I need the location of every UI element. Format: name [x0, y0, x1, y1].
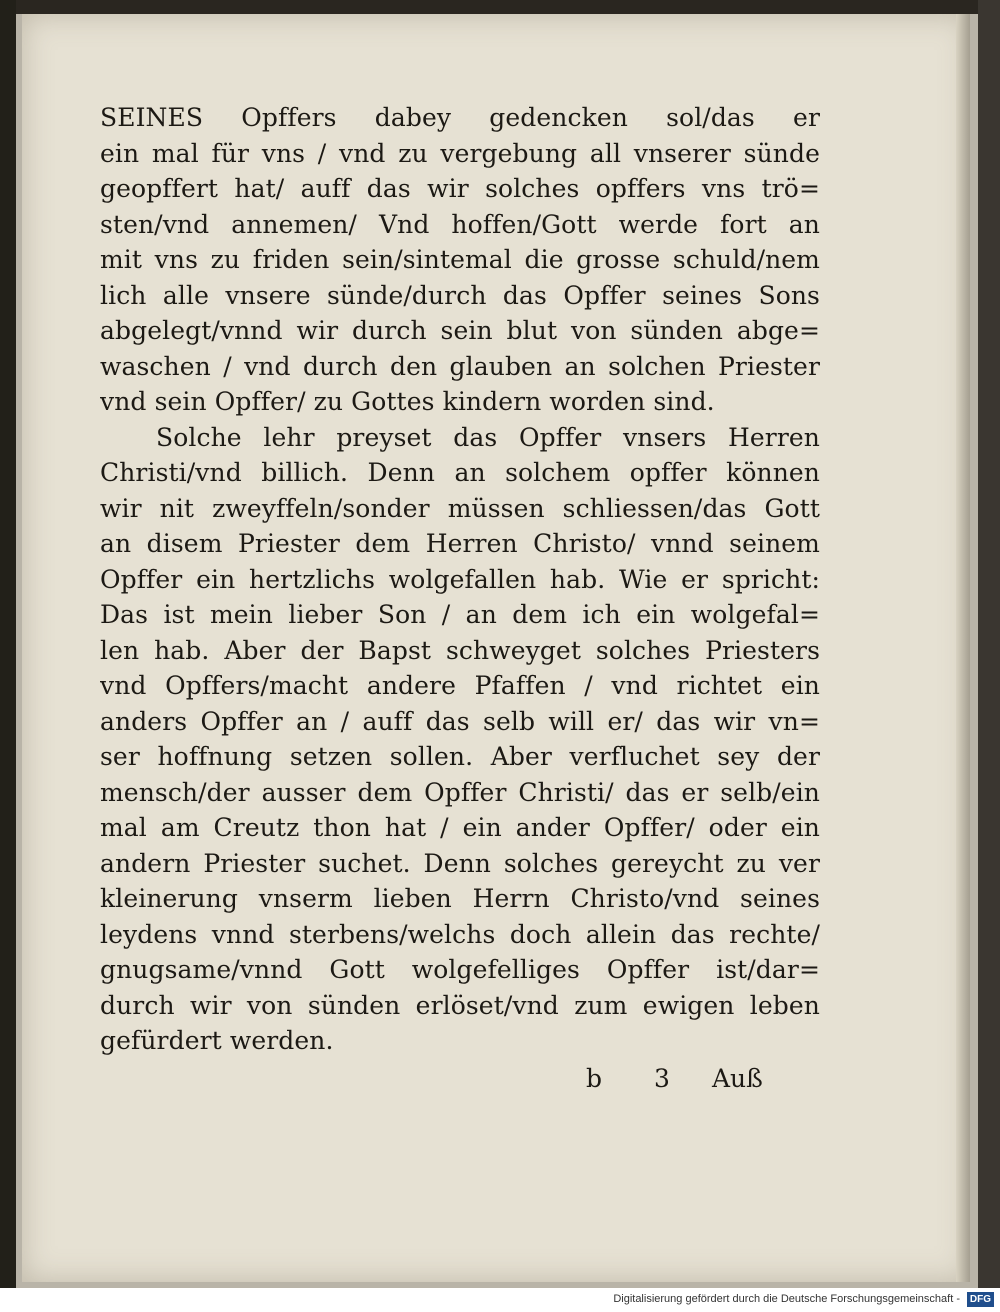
text-line: len hab. Aber der Bapst schweyget solches Priesters	[100, 635, 820, 665]
text-line: lich alle vnsere sünde/durch das Opffer seines Sons	[100, 280, 820, 310]
text-line: an disem Priester dem Herren Christo/ vnnd seinem	[100, 529, 820, 558]
text-line: leydens vnnd sterbens/welchs doch allein das rechte/	[100, 919, 820, 949]
text-line: anders Opffer an / auff das selb will er/ das wir vn=	[100, 706, 820, 736]
page-footer-marks	[0, 1064, 1000, 1104]
digitization-footer	[0, 1288, 1000, 1312]
text-line: gefürdert werden.	[100, 1026, 334, 1055]
text-line: Solche lehr preyset das Opffer vnsers Herren	[156, 422, 820, 452]
funding-notice: Digitalisierung gefördert durch die Deutsche Forschungsgemeinschaft -	[613, 1293, 960, 1305]
text-line: durch wir von sünden erlöset/vnd zum ewigen leben	[100, 990, 820, 1020]
text-line: andern Priester suchet. Denn solches gereycht zu ver	[100, 848, 820, 878]
dfg-logo-icon: DFG	[967, 1292, 994, 1307]
text-line: gnugsame/vnnd Gott wolgefelliges Opffer ist/dar=	[100, 955, 820, 984]
text-line: vnd Opffers/macht andere Pfaffen / vnd richtet ein	[100, 671, 820, 700]
text-line: mensch/der ausser dem Opffer Christi/ das er selb/ein	[100, 777, 820, 807]
signature-mark: b 3	[586, 1064, 692, 1093]
text-line: Opffer ein hertzlichs wolgefallen hab. Wie er spricht:	[100, 564, 820, 594]
text-line: abgelegt/vnnd wir durch sein blut von sünden abge=	[100, 316, 820, 345]
scan-edge-top	[0, 0, 1000, 14]
text-line: vnd sein Opffer/ zu Gottes kindern worden sind.	[100, 387, 715, 416]
text-line: ser hoffnung setzen sollen. Aber verfluchet sey der	[100, 742, 820, 771]
text-line: mit vns zu friden sein/sintemal die grosse schuld/nem	[100, 245, 820, 274]
page-text-block	[100, 100, 820, 1059]
catchword: Auß	[712, 1064, 763, 1093]
text-line: wir nit zweyffeln/sonder müssen schliessen/das Gott	[100, 493, 820, 523]
text-line: Das ist mein lieber Son / an dem ich ein wolgefal=	[100, 600, 820, 629]
text-line: SEINES Opffers dabey gedencken sol/das er	[100, 103, 820, 132]
text-line: geopffert hat/ auff das wir solches opffers vns trö=	[100, 174, 820, 203]
text-line: waschen / vnd durch den glauben an solchen Priester	[100, 351, 820, 381]
text-line: Christi/vnd billich. Denn an solchem opffer können	[100, 458, 820, 487]
text-line: sten/vnd annemen/ Vnd hoffen/Gott werde fort an	[100, 209, 820, 239]
text-line: kleinerung vnserm lieben Herrn Christo/vnd seines	[100, 884, 820, 913]
text-line: mal am Creutz thon hat / ein ander Opffer/ oder ein	[100, 813, 820, 842]
text-line: ein mal für vns / vnd zu vergebung all vnserer sünde	[100, 138, 820, 168]
